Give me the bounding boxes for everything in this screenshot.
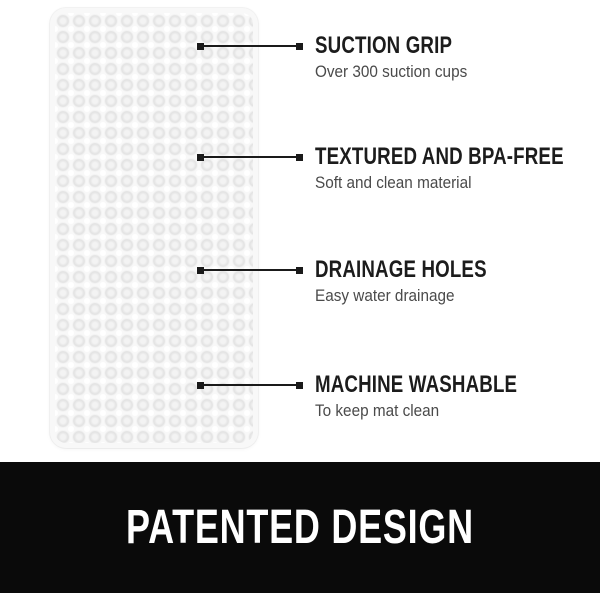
feature-callout-textured (315, 144, 595, 194)
feature-subtitle: Over 300 suction cups (315, 62, 468, 81)
callout-line-textured (198, 156, 302, 158)
patented-design-banner (0, 462, 600, 593)
feature-title: DRAINAGE HOLES (315, 256, 487, 283)
banner-label: PATENTED DESIGN (126, 501, 474, 554)
feature-callout-washable (315, 372, 595, 422)
feature-title: MACHINE WASHABLE (315, 371, 518, 398)
feature-callout-drainage (315, 257, 595, 307)
callout-line-suction-grip (198, 45, 302, 47)
feature-subtitle: To keep mat clean (315, 401, 440, 420)
callout-line-drainage (198, 269, 302, 271)
feature-title: SUCTION GRIP (315, 32, 453, 59)
bath-mat-image (50, 8, 258, 448)
suction-cup-pattern (55, 13, 253, 443)
callout-line-washable (198, 384, 302, 386)
feature-callout-suction-grip (315, 33, 595, 83)
feature-title: TEXTURED AND BPA-FREE (315, 143, 564, 170)
feature-subtitle: Easy water drainage (315, 286, 455, 305)
feature-subtitle: Soft and clean material (315, 173, 472, 192)
